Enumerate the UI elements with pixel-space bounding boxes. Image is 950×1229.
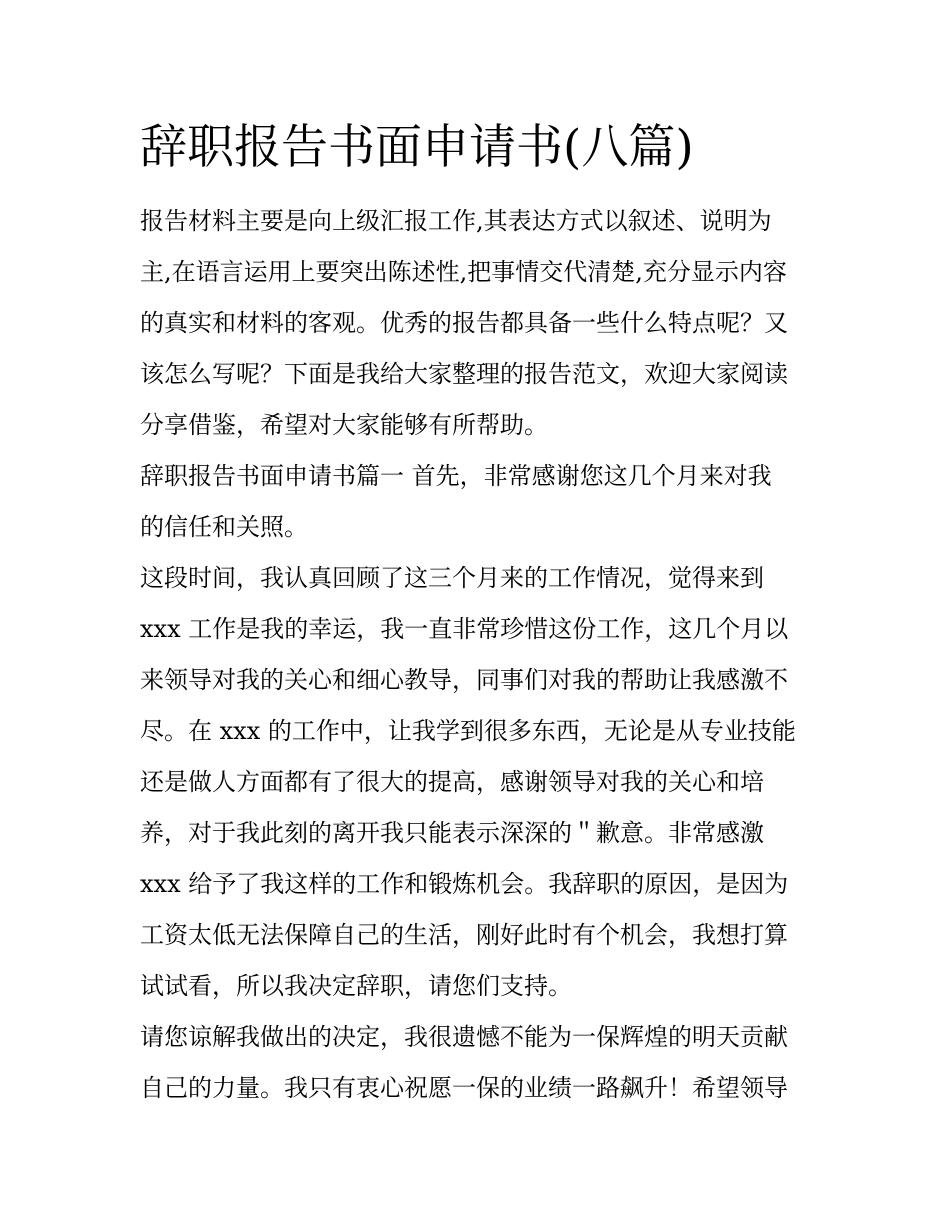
text-line: 的信任和关照。 <box>140 513 308 541</box>
text-line: xxx 给予了我这样的工作和锻炼机会。我辞职的原因，是因为 <box>140 870 789 898</box>
text-line: xxx 工作是我的幸运，我一直非常珍惜这份工作，这几个月以 <box>140 615 789 643</box>
text-line: 还是做人方面都有了很大的提高，感谢领导对我的关心和培 <box>140 768 764 796</box>
text-line: 请您谅解我做出的决定，我很遗憾不能为一保辉煌的明天贡献 <box>140 1023 788 1051</box>
text-line: 分享借鉴，希望对大家能够有所帮助。 <box>140 411 548 439</box>
text-line: 来领导对我的关心和细心教导，同事们对我的帮助让我感激不 <box>140 666 788 694</box>
text-line: 的真实和材料的客观。优秀的报告都具备一些什么特点呢？又 <box>140 309 788 337</box>
text-line: 报告材料主要是向上级汇报工作,其表达方式以叙述、说明为 <box>140 207 772 235</box>
text-line: 该怎么写呢？下面是我给大家整理的报告范文，欢迎大家阅读 <box>140 360 788 388</box>
text-line: 主,在语言运用上要突出陈述性,把事情交代清楚,充分显示内容 <box>140 258 787 286</box>
text-line: 自己的力量。我只有衷心祝愿一保的业绩一路飙升！希望领导 <box>140 1074 788 1102</box>
text-line: 养，对于我此刻的离开我只能表示深深的＂歉意。非常感激 <box>140 819 764 847</box>
document-title: 辞职报告书面申请书(八篇) <box>140 120 694 175</box>
document-body <box>140 196 812 1114</box>
text-line: 这段时间，我认真回顾了这三个月来的工作情况，觉得来到 <box>140 564 764 592</box>
text-line: 辞职报告书面申请书篇一 首先，非常感谢您这几个月来对我 <box>140 462 772 490</box>
text-line: 工资太低无法保障自己的生活，刚好此时有个机会，我想打算 <box>140 921 788 949</box>
text-line: 尽。在 xxx 的工作中，让我学到很多东西，无论是从专业技能 <box>140 717 796 745</box>
text-line: 试试看，所以我决定辞职，请您们支持。 <box>140 972 572 1000</box>
